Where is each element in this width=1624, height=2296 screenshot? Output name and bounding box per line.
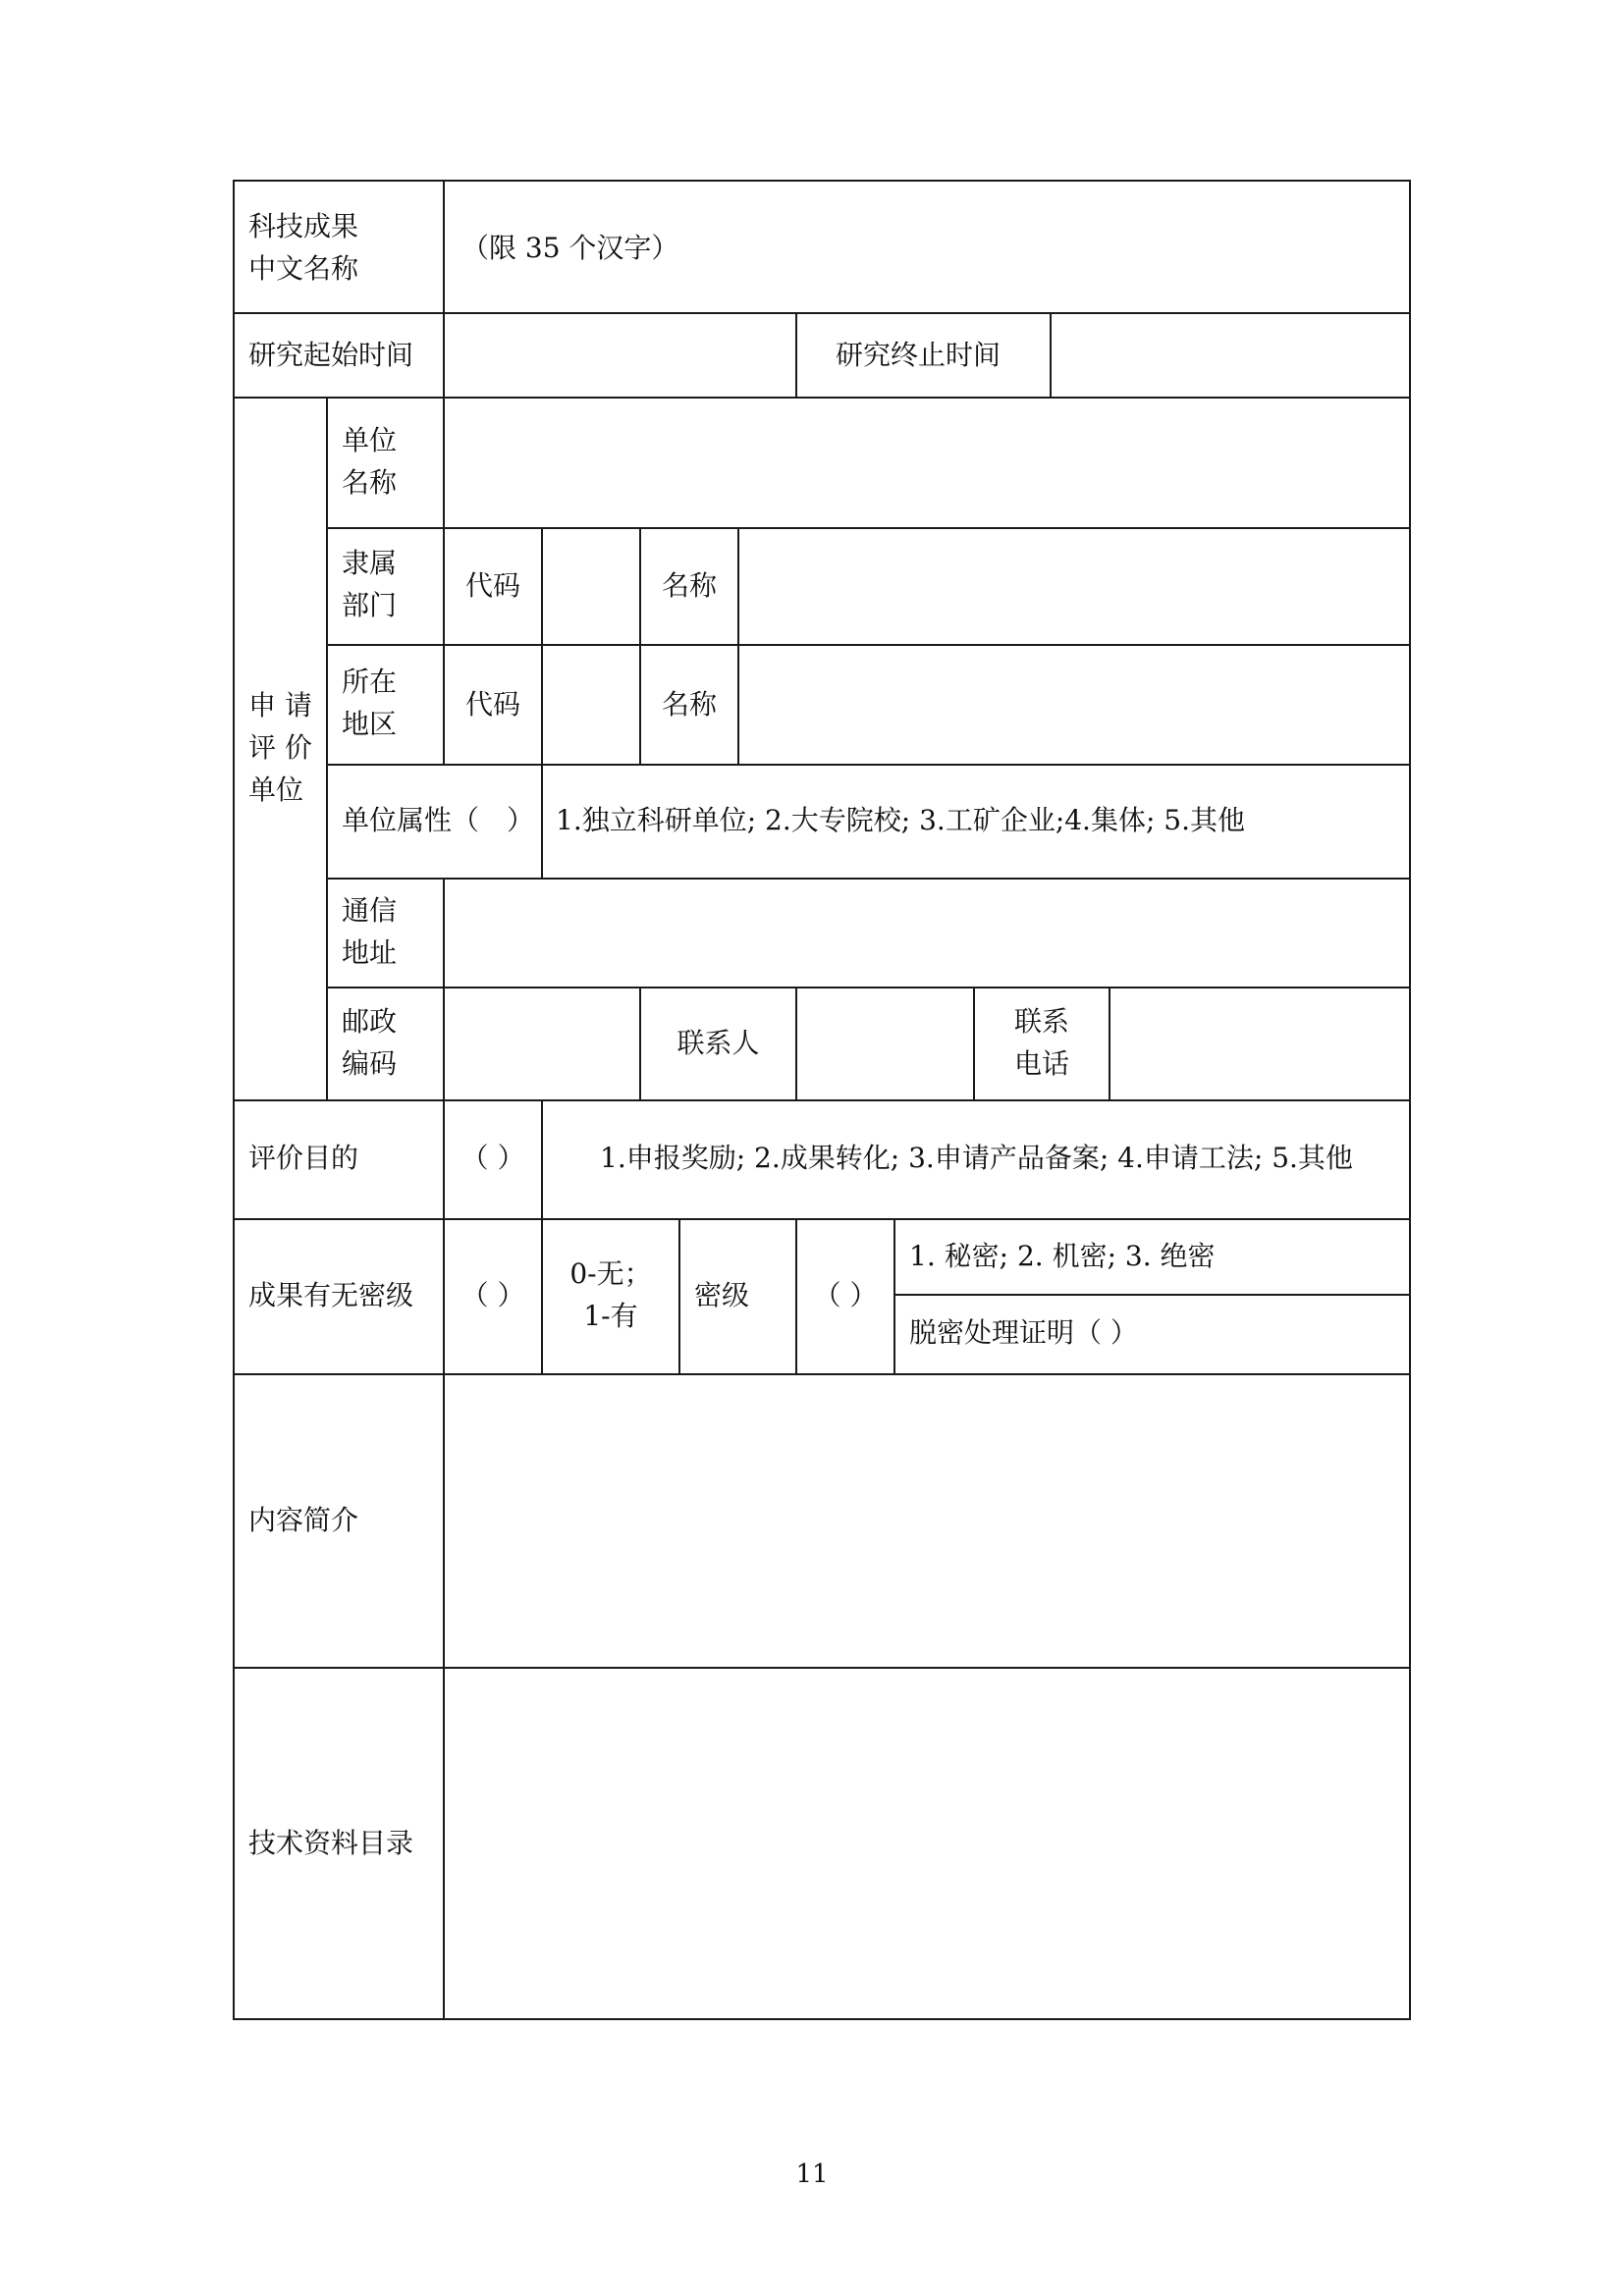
- row-line: [893, 1294, 1411, 1296]
- dept-label-line2: 部门: [342, 589, 398, 621]
- title-field[interactable]: [448, 185, 1406, 309]
- applicant-label-line1: 申 请: [248, 689, 312, 721]
- unit-name-field[interactable]: [448, 401, 1406, 524]
- phone-label-line1: 联系: [1013, 1005, 1069, 1038]
- col-line: [639, 527, 641, 764]
- row-line: [326, 644, 1411, 646]
- secret-choice-line1: 0-无；: [569, 1257, 652, 1290]
- col-line: [326, 397, 328, 1099]
- unit-name-label-line1: 单位: [342, 424, 398, 456]
- row-line: [326, 764, 1411, 766]
- address-label-line2: 地址: [342, 936, 398, 969]
- postcode-label-line2: 编码: [342, 1047, 398, 1080]
- phone-field[interactable]: [1113, 991, 1406, 1096]
- border-bottom: [233, 2018, 1411, 2020]
- secret-level-paren[interactable]: （ ）: [813, 1279, 878, 1311]
- row-line: [326, 878, 1411, 880]
- unit-name-label-line2: 名称: [342, 466, 398, 499]
- border-top: [233, 180, 1411, 182]
- col-line: [541, 764, 543, 878]
- region-name-field[interactable]: [742, 649, 1406, 761]
- tech-docs-label: 技术资料目录: [248, 1827, 414, 1859]
- dept-name-field[interactable]: [742, 532, 1406, 641]
- row-line: [233, 1099, 1411, 1101]
- start-time-field[interactable]: [448, 317, 791, 394]
- secret-level-options: 1. 秘密; 2. 机密; 3. 绝密: [909, 1240, 1216, 1272]
- region-label-line2: 地区: [342, 708, 398, 740]
- dept-label-line1: 隶属: [342, 547, 398, 579]
- border-right: [1409, 180, 1411, 2020]
- title-label-line1: 科技成果: [248, 210, 359, 242]
- region-name-label: 名称: [661, 688, 717, 721]
- border-left: [233, 180, 235, 2020]
- col-line: [795, 987, 797, 1099]
- contact-label: 联系人: [677, 1027, 760, 1059]
- row-line: [326, 527, 1411, 529]
- row-line: [233, 1667, 1411, 1669]
- applicant-label-line2: 评 价: [248, 731, 312, 764]
- row-line: [233, 312, 1411, 314]
- region-code-label: 代码: [464, 688, 520, 721]
- secret-label: 成果有无密级: [248, 1279, 414, 1311]
- purpose-label: 评价目的: [248, 1142, 359, 1174]
- applicant-label-line3: 单位: [248, 774, 304, 806]
- col-line: [541, 527, 543, 764]
- region-code-field[interactable]: [546, 649, 636, 761]
- summary-label: 内容简介: [248, 1504, 359, 1536]
- col-line: [443, 1099, 445, 2018]
- end-time-field[interactable]: [1055, 317, 1405, 394]
- purpose-options: 1.申报奖励; 2.成果转化; 3.申请产品备案; 4.申请工法; 5.其他: [600, 1142, 1353, 1174]
- purpose-paren[interactable]: （ ）: [460, 1142, 525, 1174]
- postcode-field[interactable]: [448, 991, 636, 1096]
- region-label-line1: 所在: [342, 666, 398, 698]
- row-line: [326, 987, 1411, 988]
- start-time-label: 研究起始时间: [248, 339, 414, 371]
- phone-label-line2: 电话: [1013, 1047, 1069, 1080]
- declassify-label[interactable]: 脱密处理证明（ ）: [909, 1316, 1138, 1349]
- secret-paren[interactable]: （ ）: [460, 1279, 525, 1311]
- end-time-label: 研究终止时间: [836, 339, 1001, 371]
- row-line: [233, 1218, 1411, 1220]
- dept-code-label: 代码: [464, 569, 520, 602]
- address-label-line1: 通信: [342, 894, 398, 927]
- unit-attr-label: 单位属性（ ）: [342, 804, 535, 836]
- postcode-label-line1: 邮政: [342, 1005, 398, 1038]
- col-line: [737, 527, 739, 764]
- col-line: [893, 1218, 895, 1373]
- col-line: [795, 312, 797, 397]
- page-number: 11: [795, 2160, 829, 2189]
- title-label-line2: 中文名称: [248, 252, 359, 285]
- title-hint: （限 35 个汉字）: [461, 232, 679, 264]
- summary-field[interactable]: [448, 1378, 1406, 1664]
- col-line: [443, 878, 445, 1099]
- dept-code-field[interactable]: [546, 532, 636, 641]
- col-line: [541, 1099, 543, 1218]
- col-line: [443, 180, 445, 397]
- unit-attr-options: 1.独立科研单位; 2.大专院校; 3.工矿企业;4.集体; 5.其他: [556, 804, 1246, 836]
- secret-level-label: 密级: [694, 1279, 750, 1311]
- row-line: [233, 397, 1411, 399]
- col-line: [1109, 987, 1110, 1099]
- col-line: [678, 1218, 680, 1373]
- dept-name-label: 名称: [661, 569, 717, 602]
- tech-docs-field[interactable]: [448, 1672, 1406, 2015]
- row-line: [233, 1373, 1411, 1375]
- secret-choice-line2: 1-有: [583, 1300, 638, 1332]
- address-field[interactable]: [448, 882, 1406, 984]
- contact-field[interactable]: [800, 991, 970, 1096]
- col-line: [1050, 312, 1052, 397]
